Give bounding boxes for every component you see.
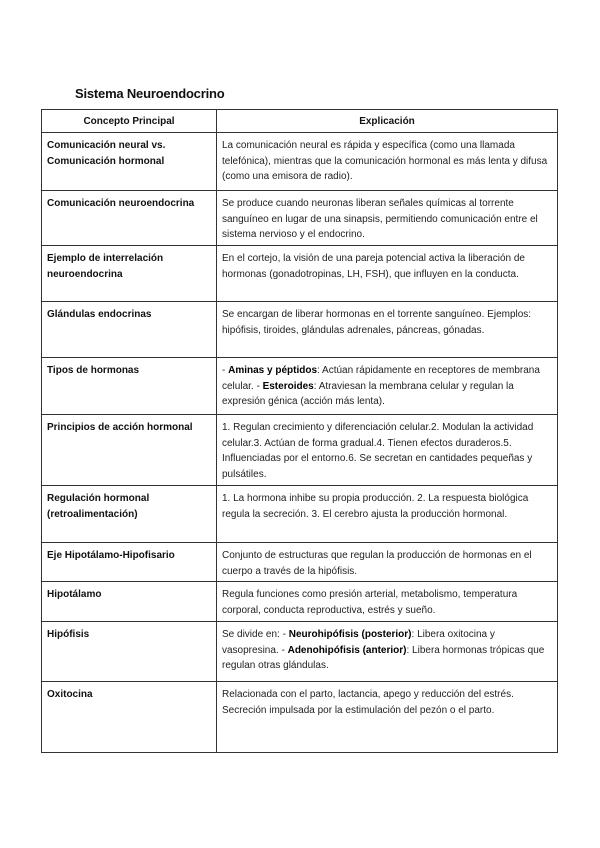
table-row: [42, 358, 558, 415]
concept-cell: Comunicación neuroendocrina: [42, 191, 217, 246]
explanation-text: : Libera hormonas trópicas que regulan otras glándulas.: [222, 644, 545, 671]
explanation-cell: [217, 622, 558, 682]
concept-cell: Principios de acción hormonal: [42, 415, 217, 486]
table-row: [42, 246, 558, 302]
concept-cell: Hipófisis: [42, 622, 217, 682]
concept-cell: Glándulas endocrinas: [42, 302, 217, 358]
concept-cell: Oxitocina: [42, 682, 217, 753]
explanation-text: Regula funciones como presión arterial, metabolismo, temperatura corporal, conducta reproductiva, estrés y sueño.: [222, 589, 518, 616]
concept-cell: Hipotálamo: [42, 582, 217, 622]
table-header-row: [42, 110, 558, 133]
table-row: [42, 543, 558, 582]
explanation-cell: [217, 133, 558, 191]
table-row: [42, 682, 558, 753]
concept-cell: Regulación hormonal (retroalimentación): [42, 486, 217, 543]
table-row: [42, 415, 558, 486]
explanation-text: 1. Regulan crecimiento y diferenciación celular.2. Modulan la actividad celular.3. Actúan de forma gradual.4. Tienen efectos duraderos.5. Influenciadas por el entorno.6. Se secretan en cantidades pequeñas y pulsátiles.: [222, 422, 534, 480]
explanation-text: Se produce cuando neuronas liberan señales químicas al torrente sanguíneo en lugar de una sinapsis, permitiendo comunicación entre el sistema nervioso y el endocrino.: [222, 198, 538, 240]
header-concept: Concepto Principal: [42, 110, 217, 133]
explanation-text: : Libera oxitocina y vasopresina. -: [222, 629, 495, 656]
explanation-cell: [217, 582, 558, 622]
concept-table: [41, 109, 558, 753]
table-row: [42, 302, 558, 358]
explanation-text: Se divide en: -: [222, 629, 289, 640]
bold-term: Esteroides: [262, 380, 314, 392]
concept-cell: Comunicación neural vs. Comunicación hormonal: [42, 133, 217, 191]
table-row: [42, 486, 558, 543]
explanation-text: : Actúan rápidamente en receptores de membrana celular. -: [222, 365, 540, 392]
concept-cell: Tipos de hormonas: [42, 358, 217, 415]
explanation-cell: [217, 415, 558, 486]
explanation-text: La comunicación neural es rápida y específica (como una llamada telefónica), mientras que la comunicación hormonal es más lenta y difusa (como una emisora de radio).: [222, 140, 548, 182]
explanation-cell: [217, 246, 558, 302]
explanation-text: Conjunto de estructuras que regulan la producción de hormonas en el cuerpo a través de la hipófisis.: [222, 550, 532, 577]
explanation-cell: [217, 358, 558, 415]
bold-term: Neurohipófisis (posterior): [288, 629, 412, 640]
explanation-cell: [217, 191, 558, 246]
table-row: [42, 133, 558, 191]
concept-cell: Ejemplo de interrelación neuroendocrina: [42, 246, 217, 302]
explanation-text: Relacionada con el parto, lactancia, apego y reducción del estrés. Secreción impulsada por la estimulación del pezón o el parto.: [222, 689, 514, 716]
explanation-text: -: [222, 365, 229, 376]
table-row: [42, 622, 558, 682]
bold-term: Aminas y péptidos: [228, 365, 318, 376]
explanation-cell: [217, 543, 558, 582]
bold-term: Adenohipófisis (anterior): [287, 644, 407, 656]
table-row: [42, 191, 558, 246]
explanation-cell: [217, 486, 558, 543]
explanation-text: : Atraviesan la membrana celular y regulan la expresión génica (acción más lenta).: [222, 380, 514, 407]
table-row: [42, 582, 558, 622]
explanation-text: 1. La hormona inhibe su propia producción. 2. La respuesta biológica regula la secreción. 3. El cerebro ajusta la producción hormonal.: [222, 493, 529, 520]
explanation-text: En el cortejo, la visión de una pareja potencial activa la liberación de hormonas (gonadotropinas, LH, FSH), que influyen en la conducta.: [222, 253, 525, 280]
document-title: Sistema Neuroendocrino: [75, 86, 225, 101]
explanation-cell: [217, 682, 558, 753]
concept-cell: Eje Hipotálamo-Hipofisario: [42, 543, 217, 582]
explanation-cell: [217, 302, 558, 358]
explanation-text: Se encargan de liberar hormonas en el torrente sanguíneo. Ejemplos: hipófisis, tiroides, glándulas adrenales, páncreas, gónadas.: [222, 309, 532, 336]
header-explanation: Explicación: [217, 110, 558, 133]
